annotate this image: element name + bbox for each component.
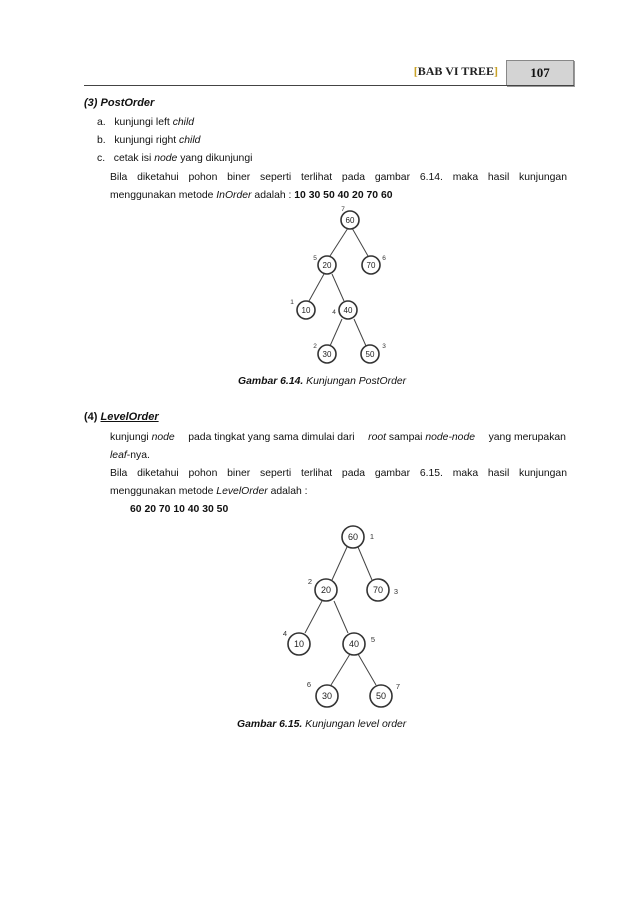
- tree-node-value: 50: [365, 349, 375, 359]
- tree-node-order: 4: [332, 309, 336, 316]
- tree-node-order: 5: [313, 255, 317, 262]
- tree-node-value: 50: [375, 691, 387, 702]
- levelorder-desc-line2: leaf-nya.: [110, 450, 150, 461]
- tree-node-order: 2: [307, 577, 313, 586]
- tree-node-order: 3: [382, 343, 386, 350]
- tree-node-order: 2: [313, 343, 317, 350]
- postorder-step-c: c. cetak isi node yang dikunjungi: [97, 153, 253, 164]
- levelorder-desc-line1: kunjungi node pada tingkat yang sama dimulai dari root sampai node-node yang merupakan: [110, 432, 566, 443]
- figure-levelorder-tree: [278, 520, 408, 710]
- levelorder-result: 60 20 70 10 40 30 50: [130, 504, 229, 515]
- figure-postorder-tree: [280, 205, 400, 370]
- tree-node-order: 3: [393, 587, 399, 596]
- figure-caption-6-15: Gambar 6.15. Kunjungan level order: [237, 719, 407, 730]
- postorder-step-a: a. kunjungi left child: [97, 117, 195, 128]
- levelorder-heading: (4) LevelOrder: [84, 411, 159, 423]
- postorder-result: 10 30 50 40 20 70 60: [294, 190, 393, 201]
- tree-node-order: 7: [395, 682, 401, 691]
- levelorder-paragraph-line1: Bila diketahui pohon biner seperti terlihat pada gambar 6.15. maka hasil kunjungan: [110, 468, 567, 479]
- tree-node-value: 30: [321, 691, 333, 702]
- chapter-title: [BAB VI TREE]: [413, 64, 498, 78]
- page-header: [84, 58, 574, 86]
- postorder-paragraph-line2: menggunakan metode InOrder adalah : 10 30 50 40 20 70 60: [110, 190, 393, 201]
- postorder-heading: (3) PostOrder: [84, 97, 155, 109]
- tree-node-order: 1: [369, 532, 375, 541]
- tree-node-value: 20: [322, 260, 332, 270]
- tree-node-value: 60: [345, 215, 355, 225]
- tree-node-order: 1: [290, 299, 294, 306]
- page-number: 107: [506, 60, 574, 86]
- figure-caption-6-14: Gambar 6.14. Kunjungan PostOrder: [238, 376, 407, 387]
- tree-node-value: 10: [293, 639, 305, 650]
- tree-node-order: 6: [306, 680, 312, 689]
- tree-node-value: 60: [347, 532, 359, 543]
- tree-node-value: 10: [301, 305, 311, 315]
- tree-node-order: 4: [282, 629, 288, 638]
- tree-node-value: 70: [372, 585, 384, 596]
- tree-node-value: 30: [322, 349, 332, 359]
- postorder-step-b: b. kunjungi right child: [97, 135, 201, 146]
- tree-node-order: 5: [370, 635, 376, 644]
- tree-node-value: 40: [343, 305, 353, 315]
- tree-node-value: 20: [320, 585, 332, 596]
- tree-node-value: 40: [348, 639, 360, 650]
- levelorder-paragraph-line2: menggunakan metode LevelOrder adalah :: [110, 486, 308, 497]
- header-rule: [84, 85, 574, 86]
- tree-node-order: 6: [382, 255, 386, 262]
- tree-node-order: 7: [341, 206, 345, 213]
- postorder-paragraph-line1: Bila diketahui pohon biner seperti terlihat pada gambar 6.14. maka hasil kunjungan: [110, 172, 567, 183]
- tree-node-value: 70: [366, 260, 376, 270]
